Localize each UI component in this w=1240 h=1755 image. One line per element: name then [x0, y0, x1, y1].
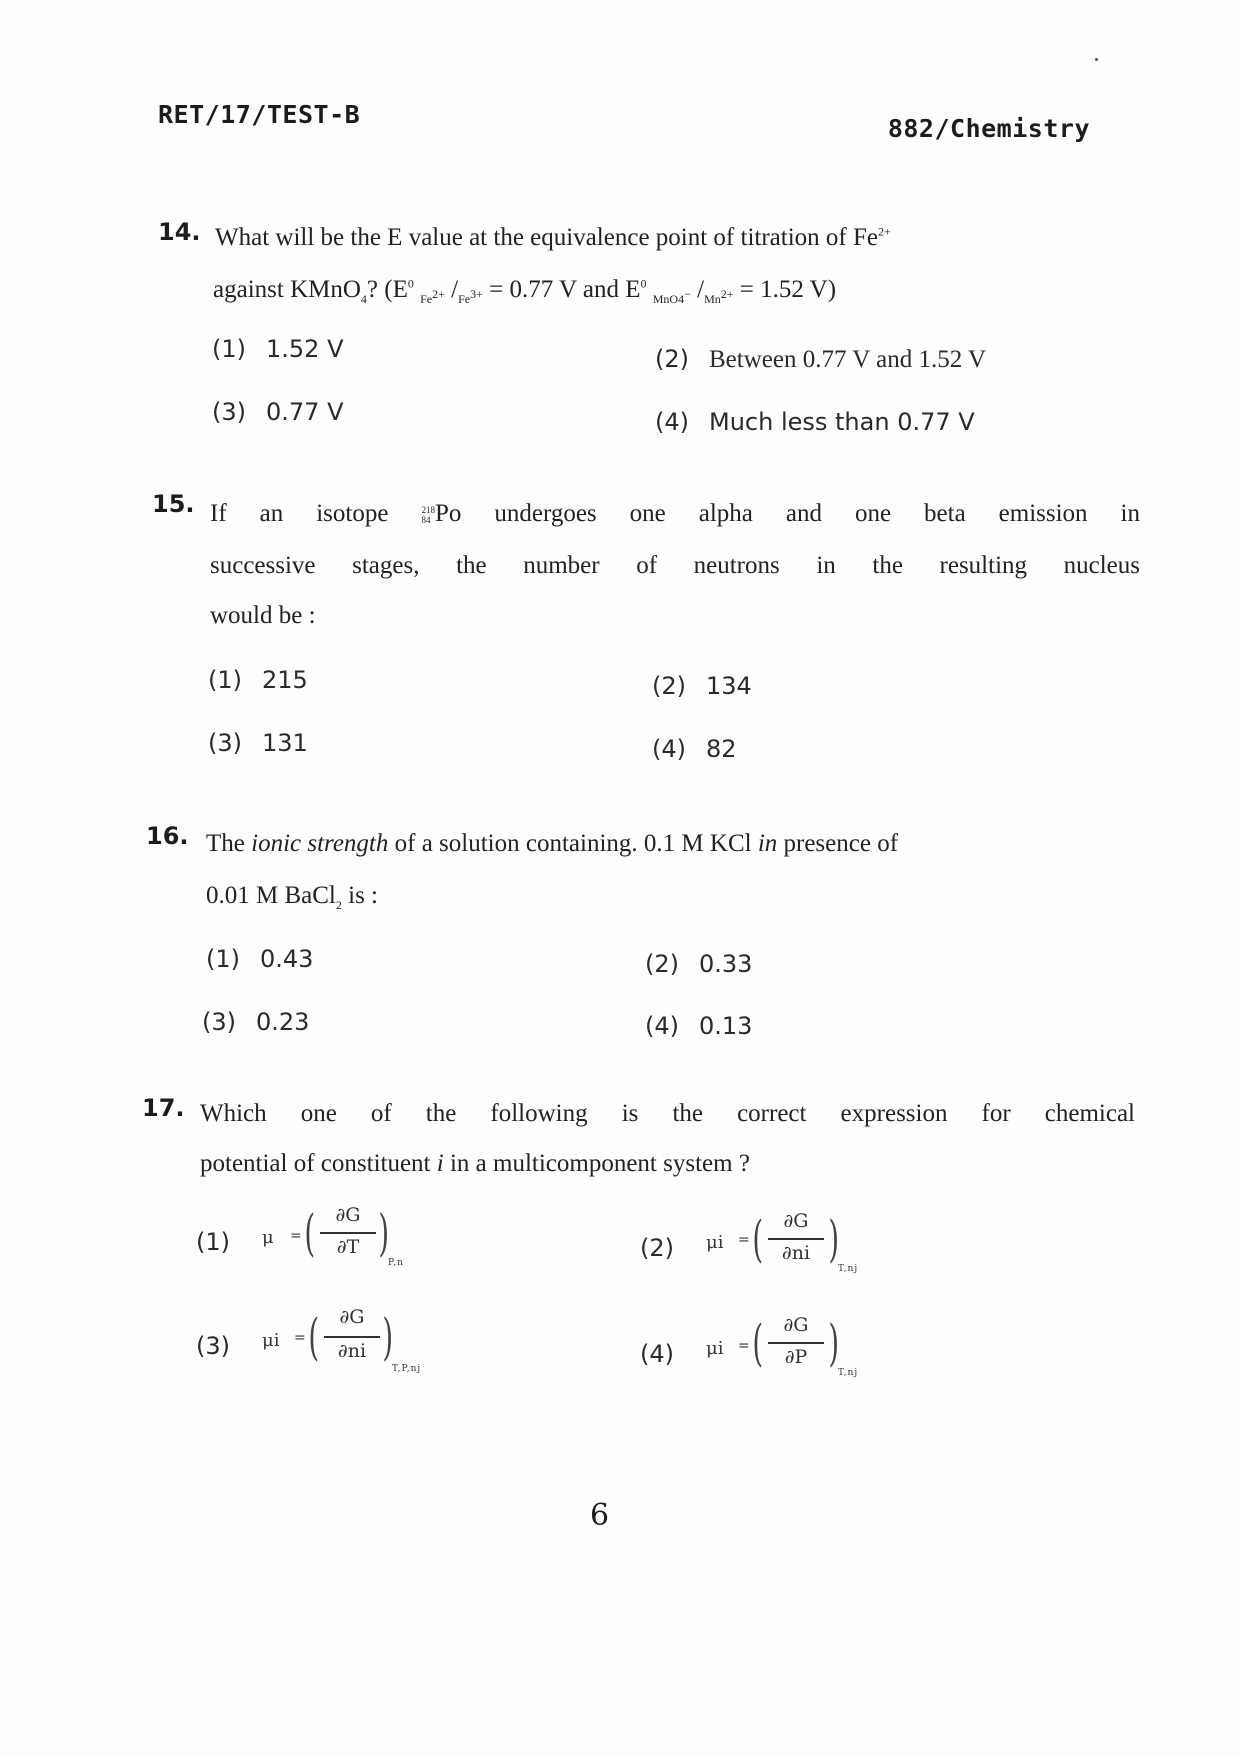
speck — [1095, 58, 1098, 61]
question-17-option-1-number[interactable]: (1) — [196, 1228, 230, 1256]
question-16-option-1[interactable]: (1) 0.43 — [206, 945, 314, 973]
question-17-option-3-formula[interactable]: μi = ( ∂G ∂ni ) T,P,nj — [262, 1306, 422, 1374]
question-17-option-2-number[interactable]: (2) — [640, 1234, 674, 1262]
question-17-option-3-number[interactable]: (3) — [196, 1332, 230, 1360]
question-15-line-2: successive stages, the number of neutrons in the resulting nucleus — [210, 552, 1140, 579]
question-16-line-1: The ionic strength of a solution containing. 0.1 M KCl in presence of — [206, 830, 899, 857]
question-14-number: 14. — [158, 218, 201, 246]
question-16-option-4[interactable]: (4) 0.13 — [645, 1012, 753, 1040]
page-number: 6 — [590, 1498, 610, 1533]
question-17-line-1: Which one of the following is the correct expression for chemical — [200, 1100, 1135, 1127]
question-15-option-3[interactable]: (3) 131 — [208, 729, 308, 757]
question-14-option-4[interactable]: (4) Much less than 0.77 V — [655, 408, 975, 436]
question-15-option-2[interactable]: (2) 134 — [652, 672, 752, 700]
subject-code: 882/Chemistry — [887, 114, 1090, 143]
question-15-option-1[interactable]: (1) 215 — [208, 666, 308, 694]
question-16-option-3[interactable]: (3) 0.23 — [202, 1008, 310, 1036]
question-15-line-1: If an isotope 218 84 Po undergoes one alpha and one beta emission in — [210, 500, 1140, 527]
question-14-line-1: What will be the E value at the equivalence point of titration of $Fe^{2+}$ — [215, 224, 891, 251]
question-17-option-4-number[interactable]: (4) — [640, 1340, 674, 1368]
question-17-option-4-formula[interactable]: μi = ( ∂G ∂P ) T,nj — [706, 1314, 859, 1378]
question-17-line-2: potential of constituent i in a multicomponent system ? — [200, 1150, 750, 1177]
question-15-number: 15. — [152, 490, 195, 518]
question-14-option-3[interactable]: (3) 0.77 V — [212, 398, 344, 426]
exam-code: RET/17/TEST-B — [158, 100, 361, 129]
question-16-option-2[interactable]: (2) 0.33 — [645, 950, 753, 978]
question-14-option-1[interactable]: (1) 1.52 V — [212, 335, 344, 363]
question-17-option-2-formula[interactable]: μi = ( ∂G ∂ni ) T,nj — [706, 1210, 859, 1274]
question-14-line-2: against KMnO$_4$? ($E^0$ $_{Fe^{2+}}$ $/_{Fe^{3+}} = 0.77$ V and $E^0$ $_{MnO4^-}$ $/_{Mn^{2+}} = 1.52$ V) — [213, 276, 837, 306]
question-16-line-2: 0.01 M BaCl$_2$ is : — [206, 882, 378, 912]
question-16-number: 16. — [146, 822, 189, 850]
question-15-line-3: would be : — [210, 602, 316, 629]
question-17-number: 17. — [142, 1094, 185, 1122]
question-15-option-4[interactable]: (4) 82 — [652, 735, 737, 763]
question-14-option-2[interactable]: (2) Between 0.77 V and 1.52 V — [655, 345, 987, 373]
question-17-option-1-formula[interactable]: μ = ( ∂G ∂T ) P,n — [262, 1204, 404, 1268]
